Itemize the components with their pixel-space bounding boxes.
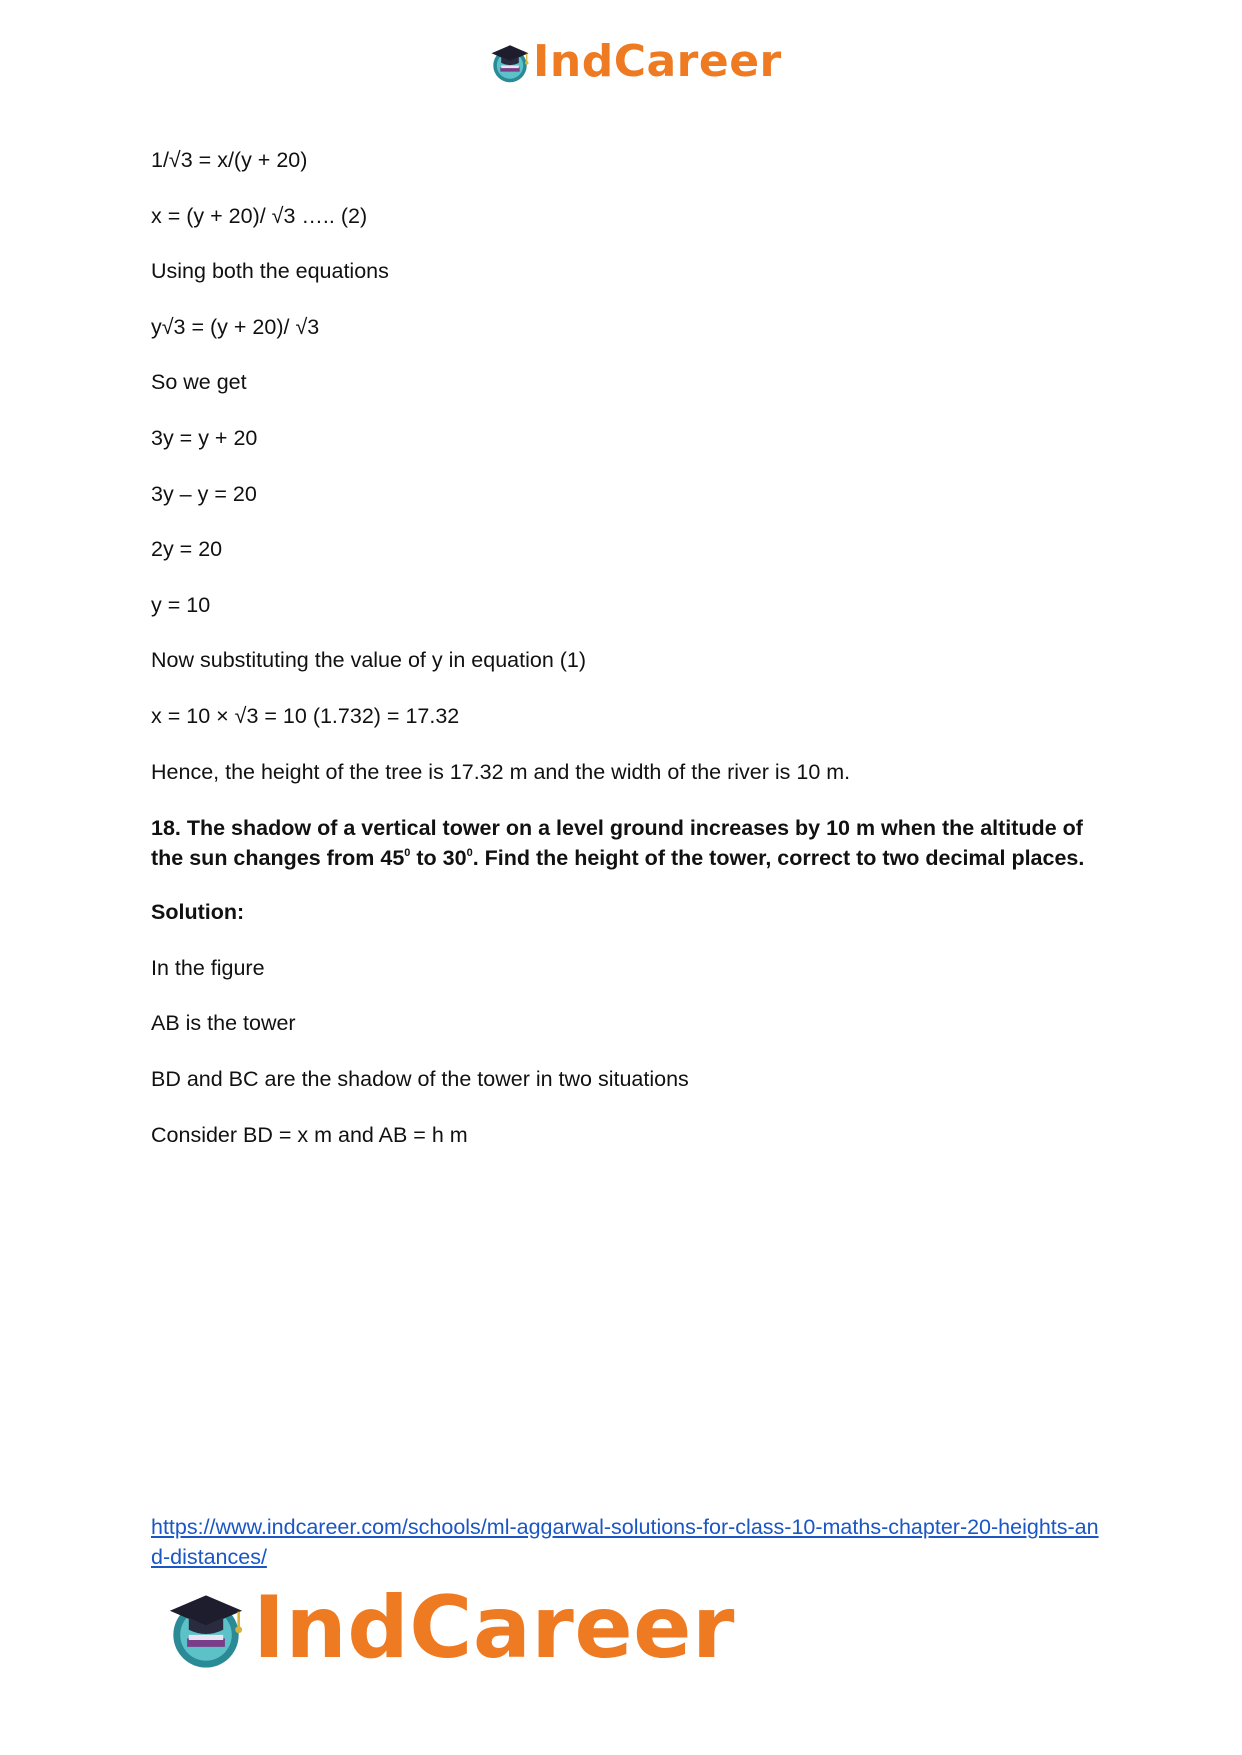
text-line: Now substituting the value of y in equation (1) xyxy=(151,648,587,673)
graduation-globe-icon xyxy=(163,1585,249,1671)
question-text-part2: to 30 xyxy=(410,846,467,871)
equation-line: 1/√3 = x/(y + 20) xyxy=(151,148,308,172)
equation-line: 2y = 20 xyxy=(151,537,223,562)
question-18 xyxy=(151,813,1101,873)
logo-text: IndCareer xyxy=(533,36,782,87)
solution-line: AB is the tower xyxy=(151,1011,296,1036)
document-body xyxy=(151,146,1101,1176)
equation-line: x = 10 × √3 = 10 (1.732) = 17.32 xyxy=(151,703,460,728)
equation-line: 3y = y + 20 xyxy=(151,425,258,450)
footer-logo xyxy=(163,1578,735,1678)
text-line: Using both the equations xyxy=(151,259,389,284)
equation-line: x = (y + 20)/ √3 ….. (2) xyxy=(151,203,368,228)
degree-superscript: 0 xyxy=(404,847,411,860)
degree-superscript: 0 xyxy=(466,847,473,860)
question-text-part1: 18. The shadow of a vertical tower on a level ground increases by 10 m when the altitude of the sun changes from 45 xyxy=(151,816,1083,871)
answer-line: Hence, the height of the tree is 17.32 m and the width of the river is 10 m. xyxy=(151,759,851,784)
solution-label: Solution: xyxy=(151,900,245,925)
equation-line: y = 10 xyxy=(151,592,211,617)
solution-line: In the figure xyxy=(151,955,265,980)
source-link[interactable]: https://www.indcareer.com/schools/ml-aggarwal-solutions-for-class-10-maths-chapter-20-heights-and-distances/ xyxy=(151,1515,1099,1569)
equation-line: y√3 = (y + 20)/ √3 xyxy=(151,314,320,339)
question-text-part3: . Find the height of the tower, correct to two decimal places. xyxy=(472,846,1085,871)
header-logo xyxy=(488,36,782,87)
graduation-globe-icon xyxy=(488,40,532,84)
solution-line: Consider BD = x m and AB = h m xyxy=(151,1122,468,1147)
equation-line: 3y – y = 20 xyxy=(151,481,257,506)
solution-line: BD and BC are the shadow of the tower in two situations xyxy=(151,1066,689,1091)
text-line: So we get xyxy=(151,370,247,395)
logo-text: IndCareer xyxy=(253,1578,735,1678)
